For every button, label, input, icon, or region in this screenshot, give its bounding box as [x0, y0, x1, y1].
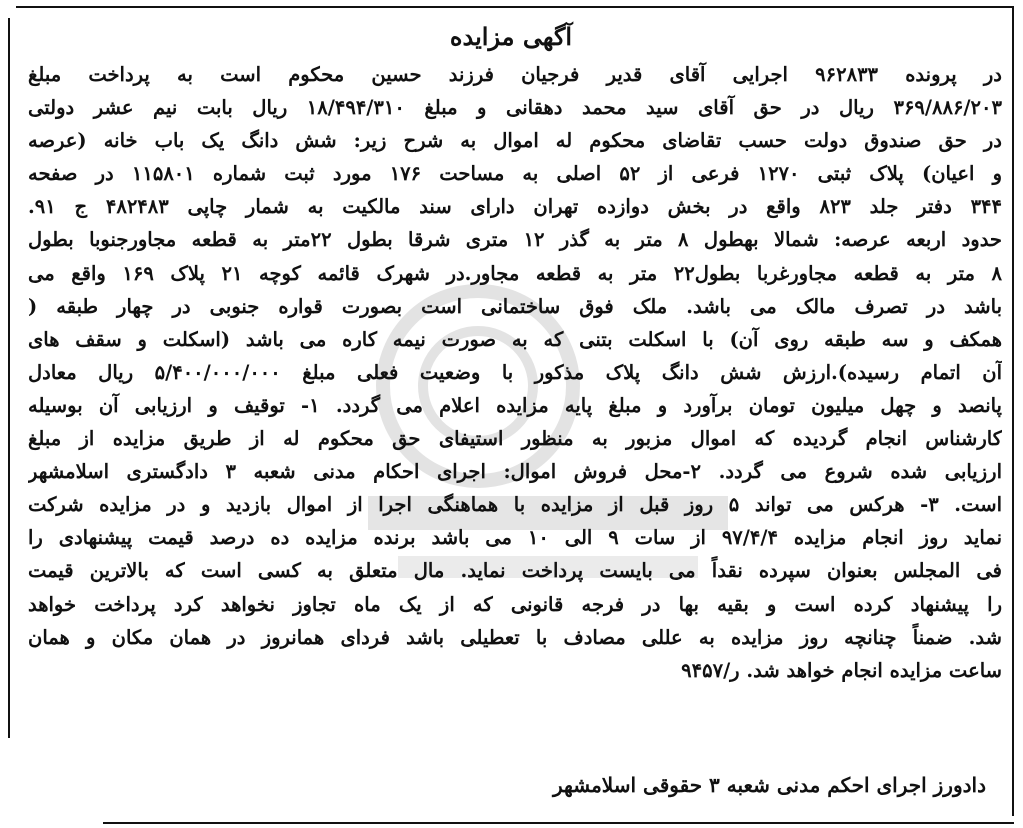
notice-line: را پیشنهاد کرده است و بقیه بها در فرجه قانونی که از یک ماه تجاوز نخواهد کرد پرداخت خواهد	[28, 592, 1002, 616]
notice-line: ارزیابی شده شروع می گردد. ۲-محل فروش اموال: اجرای احکام مدنی شعبه ۳ دادگستری اسلامشهر	[28, 460, 1002, 484]
notice-line: و اعیان) پلاک ثبتی ۱۲۷۰ فرعی از ۵۲ اصلی به مساحت ۱۷۶ مورد ثبت شماره ۱۱۵۸۰۱ در صفحه	[28, 162, 1002, 186]
notice-line: پانصد و چهل میلیون تومان برآورد و مبلغ پایه مزایده اعلام می گردد. ۱- توقیف و ارزیابی آن بوسیله	[28, 393, 1002, 417]
notice-line: ۸ متر به قطعه مجاورغربا بطول۲۲ متر به قطعه مجاور.در شهرک قائمه کوچه ۲۱ پلاک ۱۶۹ واقع می	[28, 261, 1002, 285]
notice-line: آن اتمام رسیده).ارزش شش دانگ پلاک مذکور با وضعیت فعلی مبلغ ۵/۴۰۰/۰۰۰/۰۰۰ ریال معادل	[28, 360, 1002, 384]
notice-line: ساعت مزایده انجام خواهد شد. ر/۹۴۵۷	[681, 658, 1002, 682]
frame-left-rule	[8, 18, 10, 738]
signature-line: دادورز اجرای احکم مدنی شعبه ۳ حقوقی اسلامشهر	[553, 773, 986, 797]
frame-top-rule	[16, 6, 1014, 8]
notice-line: حدود اربعه عرصه: شمالا بهطول ۸ متر به گذر ۱۲ متری شرقا بطول ۲۲متر به قطعه مجاورجنوبا بطول	[28, 228, 1002, 252]
notice-line: نماید روز انجام مزایده ۹۷/۴/۴ از سات ۹ الی ۱۰ می باشد برنده مزایده ده درصد قیمت پیشنهادی را	[28, 526, 1002, 550]
notice-line: باشد در تصرف مالک می باشد. ملک فوق ساختمانی است بصورت قواره جنوبی در چهار طبقه (	[28, 294, 1002, 318]
notice-line: فی المجلس بعنوان سپرده نقداً می بایست پرداخت نماید. مال متعلق به کسی است که بالاترین قیمت	[28, 559, 1002, 583]
notice-line: کارشناس انجام گردیده که اموال مزبور به منظور استیفای حق محکوم له از طریق مزایده از مبلغ	[28, 427, 1002, 451]
frame-bottom-rule	[103, 822, 1014, 824]
auction-notice	[8, 6, 1014, 816]
notice-line: در پرونده ۹۶۲۸۳۳ اجرایی آقای قدیر فرجیان فرزند حسین محکوم است به پرداخت مبلغ	[28, 63, 1002, 86]
notice-body	[28, 58, 1002, 687]
notice-line: است. ۳- هرکس می تواند ۵ روز قبل از مزایده با هماهنگی اجرا از اموال بازدید و در مزایده شرکت	[28, 493, 1002, 517]
notice-title: آگهی مزایده	[449, 22, 573, 51]
notice-line: ۳۴۴ دفتر جلد ۸۲۳ واقع در بخش دوازده تهران دارای سند مالکیت به شمار چاپی ۴۸۲۴۸۳ ج ۹۱.	[28, 195, 1002, 219]
notice-line: در حق صندوق دولت حسب تقاضای محکوم له اموال به شرح زیر: شش دانگ یک باب خانه (عرصه	[28, 129, 1002, 153]
notice-line: ۳۶۹/۸۸۶/۲۰۳ ریال در حق آقای سید محمد دهقانی و مبلغ ۱۸/۴۹۴/۳۱۰ ریال بابت نیم عشر دولتی	[28, 96, 1002, 120]
frame-right-rule	[1012, 6, 1014, 816]
notice-line: همکف و سه طبقه روی آن) با اسکلت بتنی که به صورت نیمه کاره می باشد (اسکلت و سقف های	[28, 327, 1002, 351]
notice-line: شد. ضمناً چنانچه روز مزایده به عللی مصادف با تعطیلی باشد فردای همانروز در همان مکان و همان	[28, 625, 1002, 649]
